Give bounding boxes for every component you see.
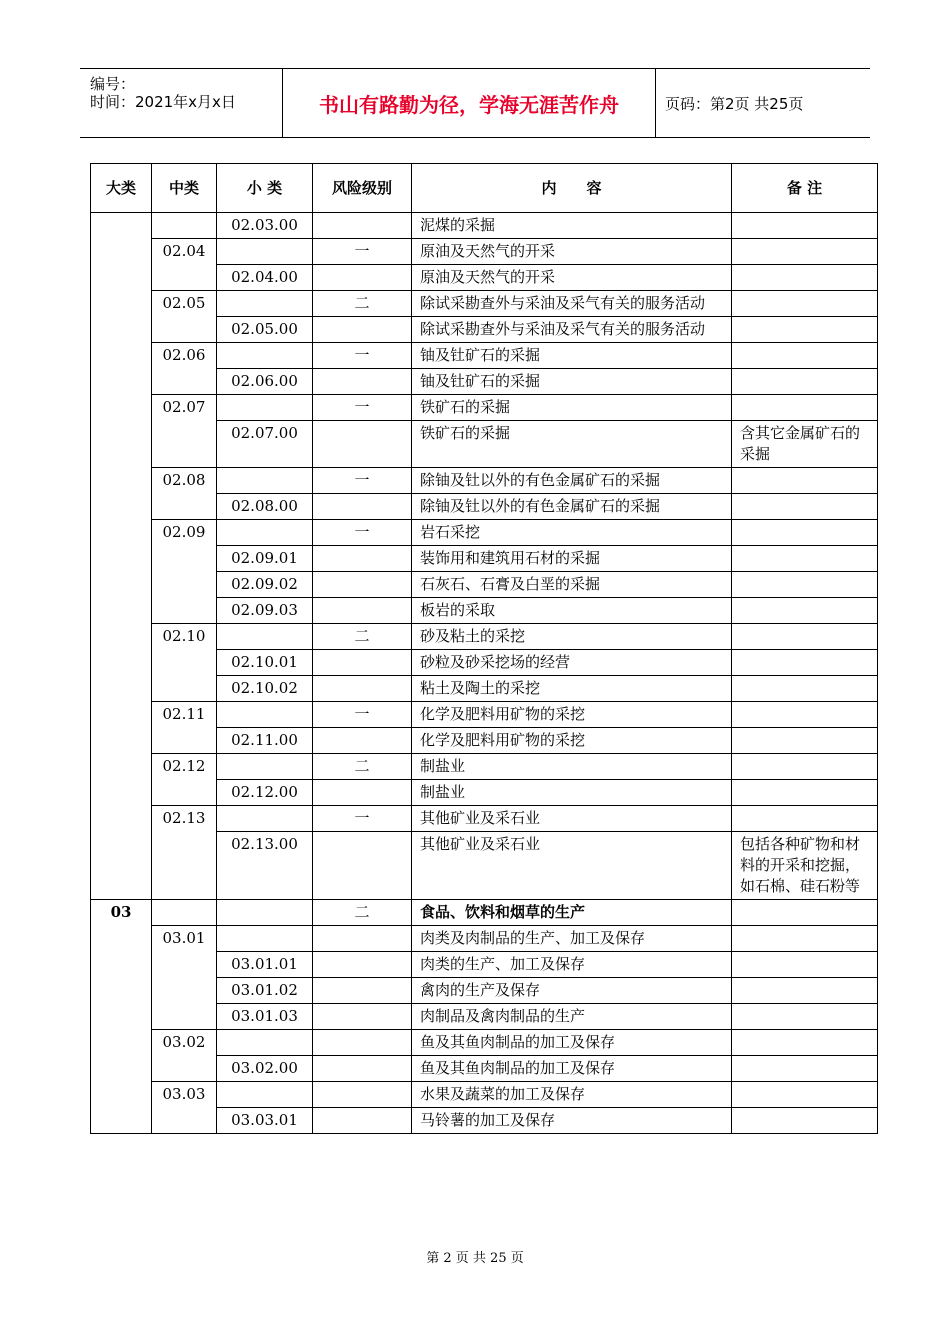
mid-cell: 03.01	[152, 926, 217, 1030]
content-cell: 铀及钍矿石的采掘	[412, 343, 732, 369]
content-cell: 禽肉的生产及保存	[412, 978, 732, 1004]
risk-cell: 一	[313, 520, 412, 546]
risk-cell: 一	[313, 468, 412, 494]
risk-cell: 一	[313, 343, 412, 369]
small-cell: 02.03.00	[217, 213, 313, 239]
content-cell: 鱼及其鱼肉制品的加工及保存	[412, 1056, 732, 1082]
note-cell	[732, 468, 878, 494]
classification-table	[90, 163, 878, 1134]
table-body	[91, 213, 878, 1134]
header-small: 小 类	[217, 164, 313, 213]
risk-cell	[313, 952, 412, 978]
mid-cell: 03.02	[152, 1030, 217, 1082]
risk-cell: 一	[313, 806, 412, 832]
note-cell	[732, 572, 878, 598]
small-cell: 02.07.00	[217, 421, 313, 468]
content-cell: 除试采勘查外与采油及采气有关的服务活动	[412, 291, 732, 317]
content-cell: 其他矿业及采石业	[412, 806, 732, 832]
small-cell	[217, 395, 313, 421]
risk-cell: 二	[313, 900, 412, 926]
header-note: 备 注	[732, 164, 878, 213]
note-cell	[732, 624, 878, 650]
content-cell: 铀及钍矿石的采掘	[412, 369, 732, 395]
small-cell: 02.13.00	[217, 832, 313, 900]
content-cell: 制盐业	[412, 780, 732, 806]
risk-cell	[313, 494, 412, 520]
risk-cell	[313, 1108, 412, 1134]
risk-cell	[313, 1030, 412, 1056]
note-cell	[732, 213, 878, 239]
note-cell	[732, 702, 878, 728]
content-cell: 肉制品及禽肉制品的生产	[412, 1004, 732, 1030]
mid-cell: 03.03	[152, 1082, 217, 1134]
mid-cell: 02.12	[152, 754, 217, 806]
content-cell: 水果及蔬菜的加工及保存	[412, 1082, 732, 1108]
risk-cell: 二	[313, 624, 412, 650]
small-cell: 03.02.00	[217, 1056, 313, 1082]
note-cell: 含其它金属矿石的采掘	[732, 421, 878, 468]
content-cell: 装饰用和建筑用石材的采掘	[412, 546, 732, 572]
risk-cell	[313, 369, 412, 395]
mid-cell: 02.10	[152, 624, 217, 702]
risk-cell	[313, 1056, 412, 1082]
note-cell	[732, 291, 878, 317]
table-row	[91, 702, 878, 728]
small-cell: 02.09.03	[217, 598, 313, 624]
small-cell	[217, 900, 313, 926]
note-cell	[732, 754, 878, 780]
header-risk: 风险级别	[313, 164, 412, 213]
small-cell: 02.08.00	[217, 494, 313, 520]
small-cell: 02.06.00	[217, 369, 313, 395]
header-mid: 中类	[152, 164, 217, 213]
small-cell	[217, 291, 313, 317]
page-header	[80, 68, 870, 138]
content-cell: 铁矿石的采掘	[412, 395, 732, 421]
small-cell	[217, 1082, 313, 1108]
mid-cell: 02.04	[152, 239, 217, 291]
content-cell: 除试采勘查外与采油及采气有关的服务活动	[412, 317, 732, 343]
note-cell: 包括各种矿物和材料的开采和挖掘，如石棉、硅石粉等	[732, 832, 878, 900]
note-cell	[732, 1030, 878, 1056]
small-cell	[217, 239, 313, 265]
content-cell: 肉类的生产、加工及保存	[412, 952, 732, 978]
risk-cell	[313, 926, 412, 952]
note-cell	[732, 728, 878, 754]
page-footer: 第 2 页 共 25 页	[426, 1251, 524, 1266]
risk-cell	[313, 728, 412, 754]
risk-cell	[313, 780, 412, 806]
content-cell: 除铀及钍以外的有色金属矿石的采掘	[412, 494, 732, 520]
risk-cell	[313, 421, 412, 468]
note-cell	[732, 343, 878, 369]
small-cell: 02.10.01	[217, 650, 313, 676]
note-cell	[732, 806, 878, 832]
small-cell: 03.01.01	[217, 952, 313, 978]
table-row	[91, 468, 878, 494]
header-content: 内 容	[412, 164, 732, 213]
small-cell	[217, 702, 313, 728]
small-cell	[217, 806, 313, 832]
content-cell: 食品、饮料和烟草的生产	[412, 900, 732, 926]
table-header-row	[91, 164, 878, 213]
small-cell	[217, 754, 313, 780]
small-cell	[217, 468, 313, 494]
mid-cell: 02.05	[152, 291, 217, 343]
note-cell	[732, 1056, 878, 1082]
small-cell: 02.10.02	[217, 676, 313, 702]
small-cell: 02.05.00	[217, 317, 313, 343]
note-cell	[732, 520, 878, 546]
table-row	[91, 213, 878, 239]
major-cell: 03	[91, 900, 152, 1134]
note-cell	[732, 952, 878, 978]
mid-cell: 02.07	[152, 395, 217, 468]
mid-cell: 02.09	[152, 520, 217, 624]
content-cell: 肉类及肉制品的生产、加工及保存	[412, 926, 732, 952]
small-cell: 02.09.02	[217, 572, 313, 598]
risk-cell	[313, 317, 412, 343]
note-cell	[732, 780, 878, 806]
note-cell	[732, 598, 878, 624]
note-cell	[732, 395, 878, 421]
content-cell: 原油及天然气的开采	[412, 265, 732, 291]
note-cell	[732, 494, 878, 520]
header-motto: 书山有路勤为径，学海无涯苦作舟	[282, 69, 656, 137]
risk-cell	[313, 832, 412, 900]
content-cell: 板岩的采取	[412, 598, 732, 624]
risk-cell	[313, 978, 412, 1004]
mid-cell	[152, 213, 217, 239]
risk-cell	[313, 546, 412, 572]
content-cell: 除铀及钍以外的有色金属矿石的采掘	[412, 468, 732, 494]
mid-cell: 02.13	[152, 806, 217, 900]
risk-cell	[313, 265, 412, 291]
note-cell	[732, 317, 878, 343]
table-row	[91, 900, 878, 926]
note-cell	[732, 265, 878, 291]
content-cell: 铁矿石的采掘	[412, 421, 732, 468]
content-cell: 原油及天然气的开采	[412, 239, 732, 265]
risk-cell: 二	[313, 754, 412, 780]
header-meta	[80, 69, 282, 137]
small-cell: 03.01.02	[217, 978, 313, 1004]
mid-cell: 02.08	[152, 468, 217, 520]
risk-cell	[313, 572, 412, 598]
note-cell	[732, 900, 878, 926]
content-cell: 粘土及陶土的采挖	[412, 676, 732, 702]
note-cell	[732, 650, 878, 676]
note-cell	[732, 978, 878, 1004]
small-cell	[217, 926, 313, 952]
content-cell: 石灰石、石膏及白垩的采掘	[412, 572, 732, 598]
risk-cell	[313, 676, 412, 702]
table-row	[91, 624, 878, 650]
note-cell	[732, 676, 878, 702]
mid-cell: 02.11	[152, 702, 217, 754]
content-cell: 马铃薯的加工及保存	[412, 1108, 732, 1134]
risk-cell	[313, 598, 412, 624]
table-row	[91, 1030, 878, 1056]
content-cell: 岩石采挖	[412, 520, 732, 546]
small-cell: 03.01.03	[217, 1004, 313, 1030]
table-row	[91, 806, 878, 832]
table-row	[91, 239, 878, 265]
small-cell: 02.11.00	[217, 728, 313, 754]
table-row	[91, 1082, 878, 1108]
content-cell: 砂粒及砂采挖场的经营	[412, 650, 732, 676]
risk-cell: 一	[313, 239, 412, 265]
table-row	[91, 395, 878, 421]
note-cell	[732, 369, 878, 395]
content-cell: 其他矿业及采石业	[412, 832, 732, 900]
small-cell: 02.09.01	[217, 546, 313, 572]
small-cell: 03.03.01	[217, 1108, 313, 1134]
header-major: 大类	[91, 164, 152, 213]
note-cell	[732, 926, 878, 952]
table-row	[91, 754, 878, 780]
small-cell: 02.04.00	[217, 265, 313, 291]
major-cell	[91, 213, 152, 900]
risk-cell	[313, 1082, 412, 1108]
header-page-info: 页码：第2页 共25页	[665, 95, 804, 113]
note-cell	[732, 1082, 878, 1108]
table-row	[91, 343, 878, 369]
risk-cell: 一	[313, 702, 412, 728]
content-cell: 化学及肥料用矿物的采挖	[412, 702, 732, 728]
content-cell: 制盐业	[412, 754, 732, 780]
note-cell	[732, 546, 878, 572]
risk-cell: 一	[313, 395, 412, 421]
risk-cell	[313, 650, 412, 676]
note-cell	[732, 1004, 878, 1030]
content-cell: 砂及粘土的采挖	[412, 624, 732, 650]
mid-cell	[152, 900, 217, 926]
document-time: 时间：2021年x月x日	[90, 93, 236, 111]
small-cell	[217, 343, 313, 369]
mid-cell: 02.06	[152, 343, 217, 395]
table-row	[91, 291, 878, 317]
document-number: 编号：	[90, 75, 136, 93]
small-cell: 02.12.00	[217, 780, 313, 806]
content-cell: 鱼及其鱼肉制品的加工及保存	[412, 1030, 732, 1056]
risk-cell	[313, 1004, 412, 1030]
table-row	[91, 520, 878, 546]
note-cell	[732, 239, 878, 265]
content-cell: 泥煤的采掘	[412, 213, 732, 239]
small-cell	[217, 1030, 313, 1056]
note-cell	[732, 1108, 878, 1134]
content-cell: 化学及肥料用矿物的采挖	[412, 728, 732, 754]
risk-cell	[313, 213, 412, 239]
small-cell	[217, 624, 313, 650]
small-cell	[217, 520, 313, 546]
risk-cell: 二	[313, 291, 412, 317]
table-row	[91, 926, 878, 952]
